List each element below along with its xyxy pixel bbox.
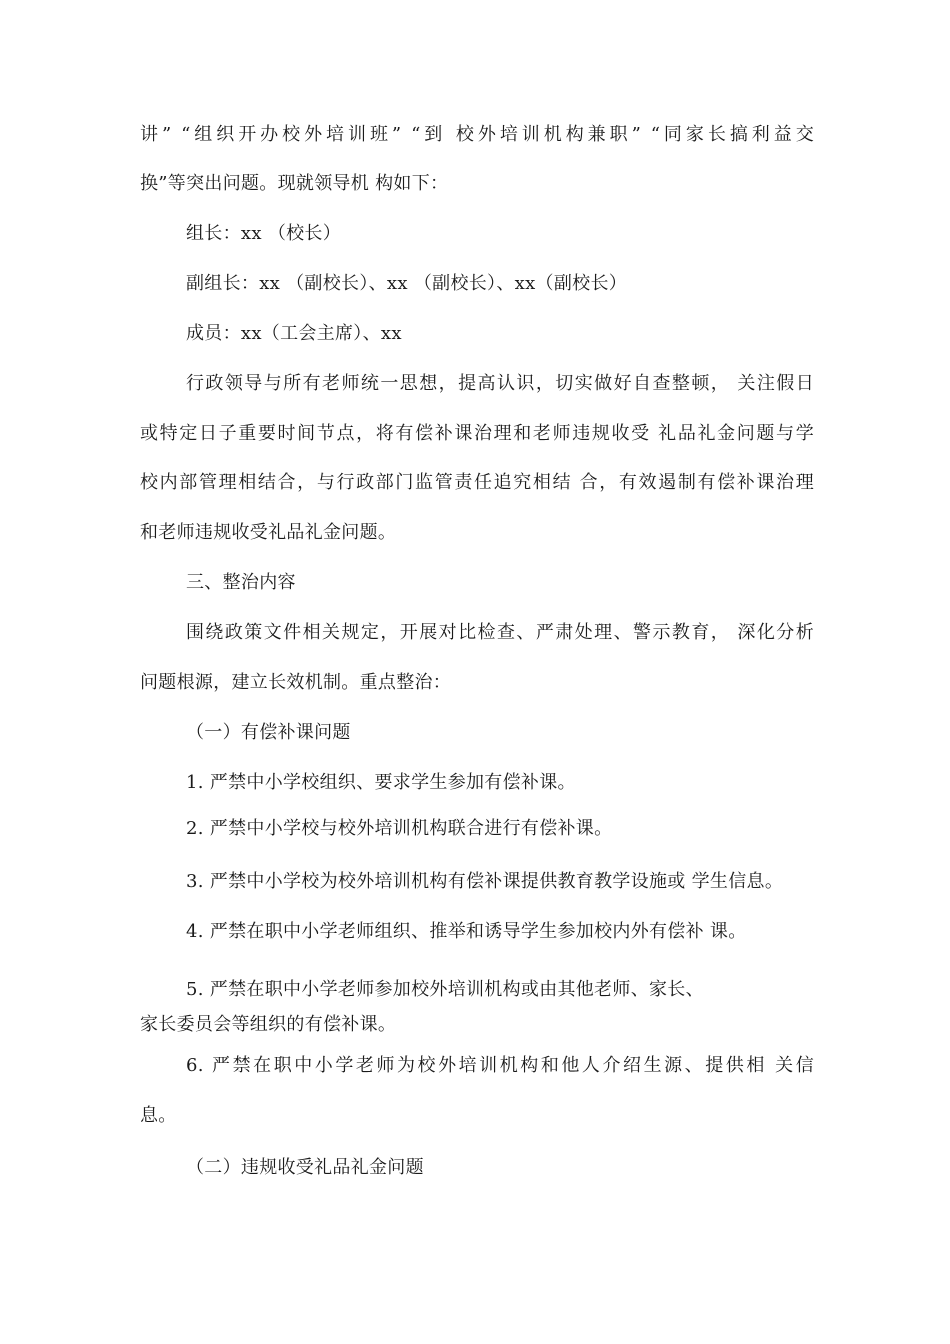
- list-item-4: 4. 严禁在职中小学老师组织、推举和诱导学生参加校内外有偿补 课。: [186, 921, 747, 942]
- subsection-heading-1: （一）有偿补课问题: [186, 722, 351, 743]
- paragraph-line-11: 围绕政策文件相关规定，开展对比检查、严肃处理、警示教育， 深化分析: [186, 622, 814, 643]
- paragraph-line-6: 行政领导与所有老师统一思想，提高认识，切实做好自查整顿， 关注假日: [186, 373, 814, 394]
- paragraph-line-1: 讲” “组织开办校外培训班” “到 校外培训机构兼职” “同家长搞利益交: [140, 124, 814, 145]
- subsection-heading-2: （二）违规收受礼品礼金问题: [186, 1157, 424, 1178]
- list-item-6-cont: 息。: [140, 1105, 177, 1126]
- members-line: 成员：xx（工会主席）、xx: [186, 323, 402, 344]
- paragraph-line-7: 或特定日子重要时间节点，将有偿补课治理和老师违规收受 礼品礼金问题与学: [140, 423, 814, 444]
- deputy-leader-line: 副组长：xx （副校长）、xx （副校长）、xx（副校长）: [186, 273, 628, 294]
- paragraph-line-8: 校内部管理相结合，与行政部门监管责任追究相结 合，有效遏制有偿补课治理: [140, 472, 814, 493]
- paragraph-line-9: 和老师违规收受礼品礼金问题。: [140, 522, 397, 543]
- paragraph-line-12: 问题根源，建立长效机制。重点整治：: [140, 672, 452, 693]
- list-item-2: 2. 严禁中小学校与校外培训机构联合进行有偿补课。: [186, 818, 613, 839]
- list-item-5: 5. 严禁在职中小学老师参加校外培训机构或由其他老师、家长、: [186, 979, 704, 1000]
- paragraph-line-2: 换”等突出问题。现就领导机 构如下：: [140, 173, 449, 194]
- list-item-1: 1. 严禁中小学校组织、要求学生参加有偿补课。: [186, 772, 576, 793]
- list-item-3: 3. 严禁中小学校为校外培训机构有偿补课提供教育教学设施或 学生信息。: [186, 871, 784, 892]
- leader-line: 组长：xx （校长）: [186, 223, 342, 244]
- section-heading: 三、整治内容: [186, 572, 296, 593]
- list-item-6: 6. 严禁在职中小学老师为校外培训机构和他人介绍生源、提供相 关信: [186, 1055, 814, 1076]
- list-item-5-cont: 家长委员会等组织的有偿补课。: [140, 1014, 397, 1035]
